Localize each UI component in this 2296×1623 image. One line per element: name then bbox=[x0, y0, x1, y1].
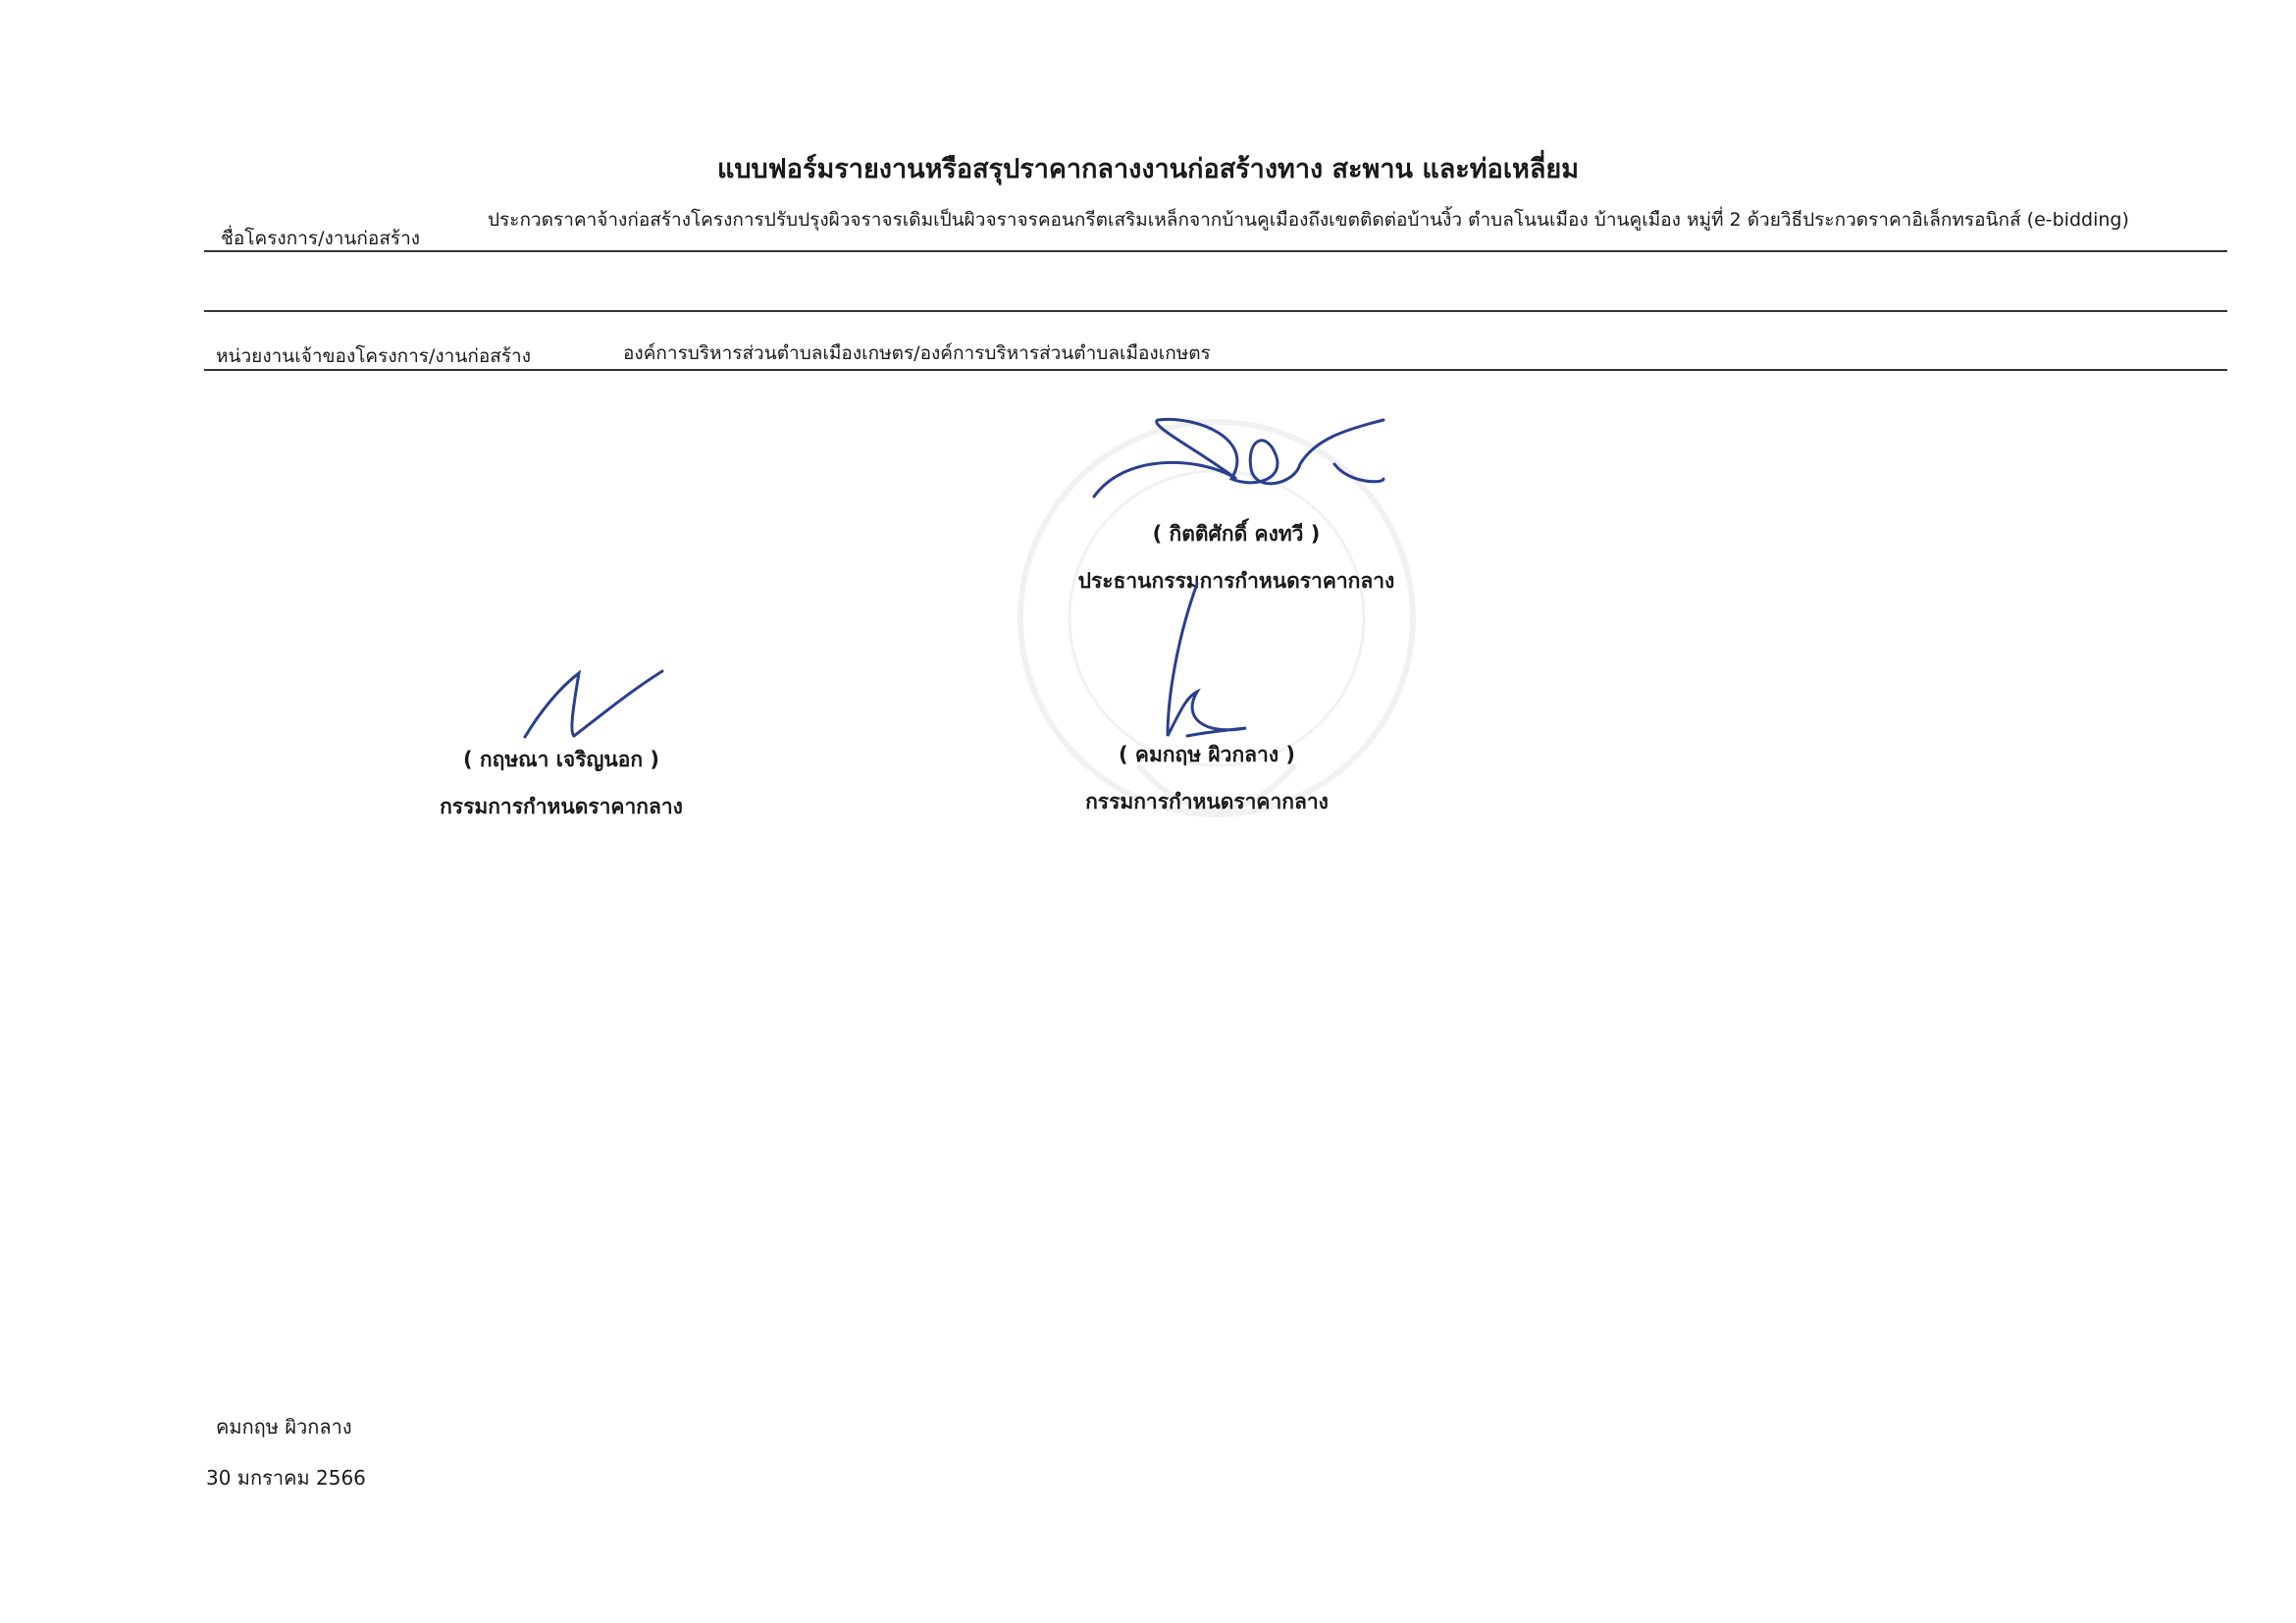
project-value: ประกวดราคาจ้างก่อสร้างโครงการปรับปรุงผิวจราจรเดิมเป็นผิวจราจรคอนกรีตเสริมเหล็กจากบ้านคูเมืองถึงเขตติดต่อบ้านงิ้ว ตำบลโนนเมือง บ้านคูเมือง หมู่ที่ 2 ด้วยวิธีประกวดราคาอิเล็กทรอนิกส์ (e-bidding) bbox=[488, 209, 2129, 231]
member1-role: กรรมการกำหนดราคากลาง bbox=[440, 795, 683, 818]
document-date: 30 มกราคม 2566 bbox=[206, 1466, 366, 1490]
chair-name: ( กิตติศักดิ์ คงทวี ) bbox=[1152, 522, 1321, 546]
owner-label: หน่วยงานเจ้าของโครงการ/งานก่อสร้าง bbox=[216, 345, 531, 367]
preparer-name: คมกฤษ ผิวกลาง bbox=[216, 1415, 352, 1439]
member2-name: ( คมกฤษ ผิวกลาง ) bbox=[1118, 743, 1296, 766]
chair-role: ประธานกรรมการกำหนดราคากลาง bbox=[1077, 569, 1395, 593]
project-rule-1 bbox=[204, 250, 2227, 252]
owner-rule bbox=[204, 369, 2227, 371]
form-title: แบบฟอร์มรายงานหรือสรุปราคากลางงานก่อสร้างทาง สะพาน และท่อเหลี่ยม bbox=[716, 154, 1580, 184]
member2-role: กรรมการกำหนดราคากลาง bbox=[1085, 790, 1329, 813]
member1-name: ( กฤษณา เจริญนอก ) bbox=[462, 748, 659, 771]
member2-signature bbox=[1128, 579, 1256, 746]
project-label: ชื่อโครงการ/งานก่อสร้าง bbox=[221, 228, 421, 249]
project-rule-2 bbox=[204, 310, 2227, 312]
owner-value: องค์การบริหารส่วนตำบลเมืองเกษตร/องค์การบริหารส่วนตำบลเมืองเกษตร bbox=[623, 342, 1211, 364]
chair-signature bbox=[1089, 410, 1413, 508]
member1-signature bbox=[520, 663, 667, 742]
